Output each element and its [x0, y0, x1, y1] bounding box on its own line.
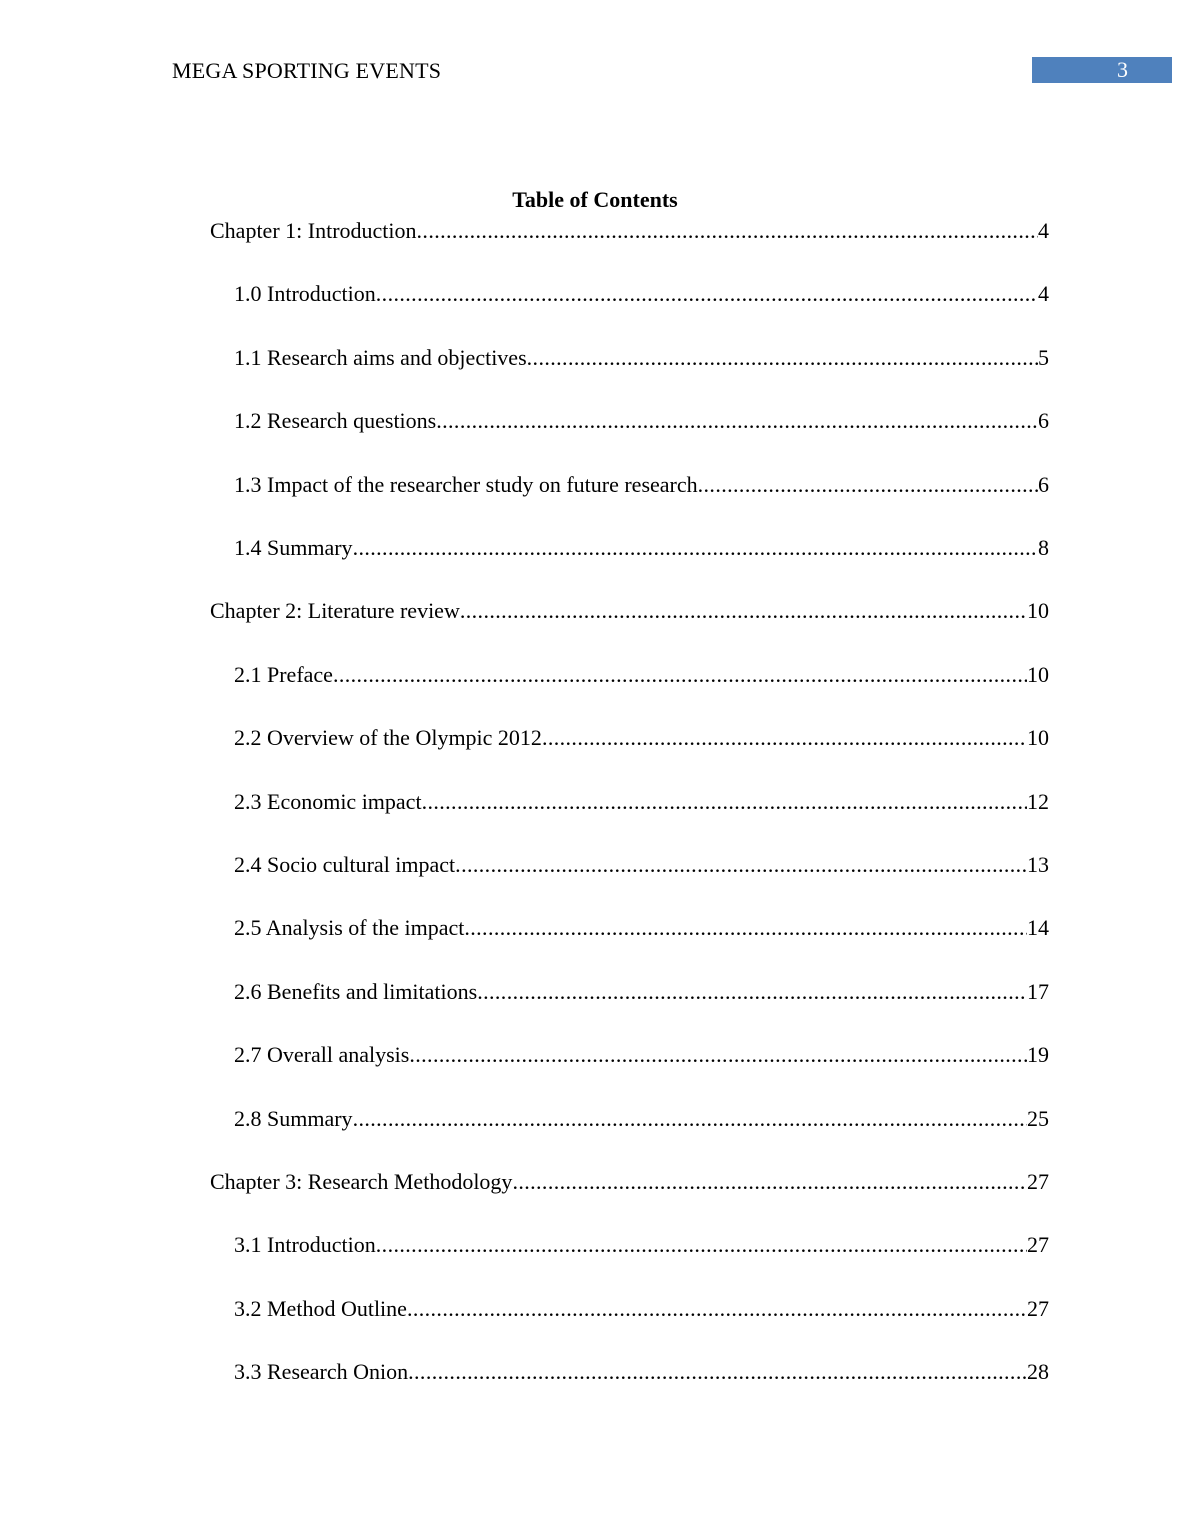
toc-entry-page: 17 — [1027, 978, 1049, 1004]
toc-entry-title: 2.2 Overview of the Olympic 2012 — [234, 725, 542, 751]
toc-section-entry[interactable] — [234, 788, 1049, 816]
toc-entry-title: 2.4 Socio cultural impact — [234, 852, 456, 877]
toc-entry-title: 3.3 Research Onion — [234, 1359, 409, 1385]
toc-entry-title: 2.1 Preface — [234, 661, 333, 687]
toc-entry-title: 1.0 Introduction — [234, 281, 376, 307]
toc-dot-leader — [527, 344, 1038, 372]
toc-entry-page: 19 — [1027, 1042, 1049, 1068]
toc-section-entry[interactable] — [234, 1041, 1049, 1069]
toc-entry-page: 27 — [1027, 1295, 1049, 1321]
toc-chapter-entry[interactable] — [210, 217, 1049, 245]
toc-entry-title: 3.1 Introduction — [234, 1232, 376, 1258]
toc-entry-page: 4 — [1038, 281, 1049, 307]
toc-entry-title: 1.1 Research aims and objectives — [234, 344, 527, 370]
toc-entry-page: 10 — [1027, 725, 1049, 751]
toc-dot-leader — [407, 1295, 1027, 1323]
toc-section-entry[interactable] — [234, 724, 1049, 752]
toc-entry-page: 5 — [1038, 344, 1049, 370]
toc-section-entry[interactable] — [234, 978, 1049, 1006]
page-number: 3 — [1117, 57, 1128, 82]
toc-entry-page: 10 — [1027, 661, 1049, 687]
toc-entry-page: 8 — [1038, 535, 1049, 560]
toc-entry-page: 27 — [1027, 1232, 1049, 1258]
toc-dot-leader — [376, 1231, 1027, 1259]
toc-entry-title: 2.6 Benefits and limitations — [234, 978, 478, 1004]
toc-section-entry[interactable] — [234, 661, 1049, 689]
toc-dot-leader — [408, 1358, 1027, 1386]
toc-dot-leader — [464, 914, 1027, 942]
toc-entry-title: 2.8 Summary — [234, 1105, 353, 1131]
toc-dot-leader — [477, 978, 1027, 1006]
toc-entry-title: Chapter 3: Research Methodology — [210, 1169, 513, 1194]
toc-section-entry[interactable] — [234, 1105, 1049, 1133]
toc-chapter-entry[interactable] — [210, 597, 1049, 625]
toc-entry-title: Chapter 1: Introduction — [210, 218, 417, 243]
toc-entry-page: 6 — [1038, 408, 1049, 434]
toc-chapter-entry[interactable] — [210, 1168, 1049, 1196]
toc-entry-title: 2.7 Overall analysis — [234, 1042, 410, 1068]
toc-entry-title: 1.3 Impact of the researcher study on future research — [234, 471, 698, 497]
toc-dot-leader — [460, 597, 1027, 625]
toc-entry-page: 12 — [1027, 788, 1049, 814]
running-head: MEGA SPORTING EVENTS — [172, 58, 442, 83]
toc-dot-leader — [542, 724, 1027, 752]
toc-section-entry[interactable] — [234, 280, 1049, 308]
toc-entry-page: 28 — [1027, 1359, 1049, 1385]
toc-section-entry[interactable] — [234, 914, 1049, 942]
toc-section-entry[interactable] — [234, 1295, 1049, 1323]
toc-entry-page: 10 — [1027, 598, 1049, 624]
toc-entry-title: Chapter 2: Literature review — [210, 598, 460, 624]
toc-dot-leader — [455, 851, 1027, 879]
toc-entry-page: 13 — [1027, 852, 1049, 877]
toc-entry-title: 3.2 Method Outline — [234, 1295, 407, 1321]
toc-dot-leader — [512, 1168, 1027, 1196]
toc-title: Table of Contents — [512, 187, 678, 212]
toc-entry-title: 1.4 Summary — [234, 535, 353, 560]
toc-dot-leader — [436, 407, 1038, 435]
toc-dot-leader — [333, 661, 1027, 689]
toc-section-entry[interactable] — [234, 471, 1049, 499]
toc-entry-page: 14 — [1027, 915, 1049, 941]
toc-dot-leader — [422, 788, 1027, 816]
toc-entry-page: 6 — [1038, 471, 1049, 497]
toc-section-entry[interactable] — [234, 534, 1049, 562]
toc-entry-title: 2.5 Analysis of the impact — [234, 915, 465, 941]
toc-section-entry[interactable] — [234, 851, 1049, 879]
toc-dot-leader — [353, 1105, 1027, 1133]
toc-section-entry[interactable] — [234, 1358, 1049, 1386]
toc-dot-leader — [698, 471, 1038, 499]
toc-dot-leader — [409, 1041, 1027, 1069]
toc-entry-page: 4 — [1038, 218, 1049, 243]
toc-entry-page: 27 — [1027, 1169, 1049, 1194]
toc-entry-page: 25 — [1027, 1105, 1049, 1131]
toc-dot-leader — [417, 217, 1038, 245]
toc-entry-title: 2.3 Economic impact — [234, 788, 422, 814]
toc-dot-leader — [353, 534, 1038, 562]
toc-section-entry[interactable] — [234, 407, 1049, 435]
toc-section-entry[interactable] — [234, 1231, 1049, 1259]
toc-section-entry[interactable] — [234, 344, 1049, 372]
toc-entry-title: 1.2 Research questions — [234, 408, 437, 434]
toc-dot-leader — [376, 280, 1038, 308]
